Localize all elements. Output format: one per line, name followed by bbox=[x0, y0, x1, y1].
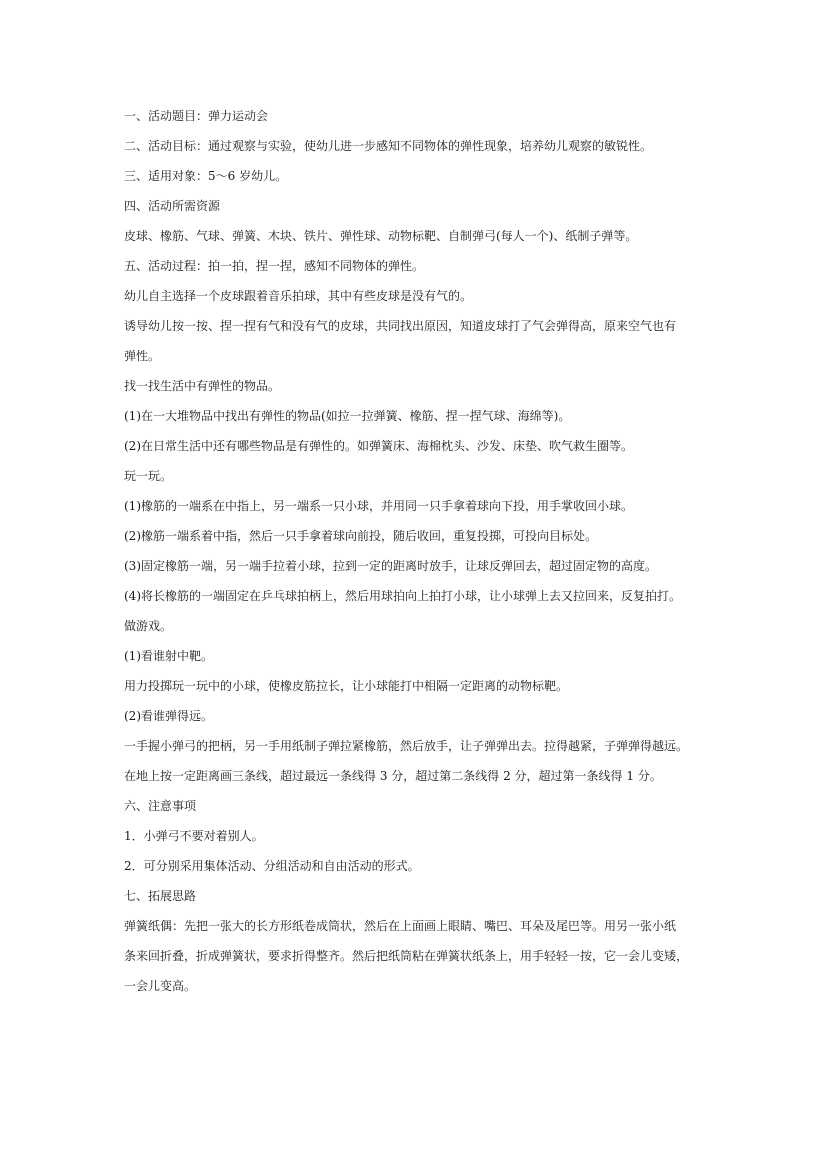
paragraph: 一手握小弹弓的把柄，另一手用纸制子弹拉紧橡筋，然后放手，让子弹弹出去。拉得越紧，子弹弹得越远。 bbox=[124, 739, 689, 753]
list-item: (1)橡筋的一端系在中指上，另一端系一只小球，并用同一只手拿着球向下投，用手掌收回小球。 bbox=[124, 499, 634, 513]
paragraph: 条来回折叠，折成弹簧状，要求折得整齐。然后把纸筒粘在弹簧状纸条上，用手轻轻一按，它一会儿变矮， bbox=[124, 949, 689, 963]
subheading-find: 找一找生活中有弹性的物品。 bbox=[124, 379, 281, 393]
paragraph: 用力投掷玩一玩中的小球，使橡皮筋拉长，让小球能打中相隔一定距离的动物标靶。 bbox=[124, 679, 569, 693]
heading-activity-process: 五、活动过程：拍一拍，捏一捏，感知不同物体的弹性。 bbox=[124, 259, 425, 273]
list-item: 2．可分别采用集体活动、分组活动和自由活动的形式。 bbox=[124, 859, 420, 873]
paragraph-continuation: 一会儿变高。 bbox=[124, 979, 197, 993]
paragraph: 弹簧纸偶：先把一张大的长方形纸卷成筒状，然后在上面画上眼睛、嘴巴、耳朵及尾巴等。用另一张小纸 bbox=[124, 919, 677, 933]
heading-activity-title: 一、活动题目：弹力运动会 bbox=[124, 109, 269, 123]
heading-target-audience: 三、适用对象：5～6 岁幼儿。 bbox=[124, 169, 288, 183]
document-body bbox=[124, 104, 709, 1004]
resources-list: 皮球、橡筋、气球、弹簧、木块、铁片、弹性球、动物标靶、自制弹弓(每人一个)、纸制子弹等。 bbox=[124, 229, 638, 243]
paragraph: 在地上按一定距离画三条线，超过最远一条线得 3 分，超过第二条线得 2 分，超过第一条线得 1 分。 bbox=[124, 769, 662, 783]
paragraph: 诱导幼儿按一按、捏一捏有气和没有气的皮球，共同找出原因，知道皮球打了气会弹得高，原来空气也有 bbox=[124, 319, 677, 333]
list-item: (1)在一大堆物品中找出有弹性的物品(如拉一拉弹簧、橡筋、捏一捏气球、海绵等)。 bbox=[124, 409, 571, 423]
list-item: (2)在日常生活中还有哪些物品是有弹性的。如弹簧床、海棉枕头、沙发、床垫、吹气救生圈等。 bbox=[124, 439, 634, 453]
heading-activity-goal: 二、活动目标：通过观察与实验，使幼儿进一步感知不同物体的弹性现象，培养幼儿观察的敏锐性。 bbox=[124, 139, 653, 153]
list-item: (3)固定橡筋一端，另一端手拉着小球，拉到一定的距离时放手，让球反弹回去，超过固定物的高度。 bbox=[124, 559, 658, 573]
paragraph-continuation: 弹性。 bbox=[124, 349, 161, 363]
heading-extension: 七、拓展思路 bbox=[124, 889, 197, 903]
subheading-game: 做游戏。 bbox=[124, 619, 173, 633]
list-item: 1．小弹弓不要对着别人。 bbox=[124, 829, 264, 843]
list-item: (2)橡筋一端系着中指，然后一只手拿着球向前投，随后收回，重复投掷，可投向目标处。 bbox=[124, 529, 598, 543]
list-item: (1)看谁射中靶。 bbox=[124, 649, 213, 663]
list-item: (2)看谁弹得远。 bbox=[124, 709, 213, 723]
subheading-play: 玩一玩。 bbox=[124, 469, 173, 483]
heading-resources: 四、活动所需资源 bbox=[124, 199, 221, 213]
list-item: (4)将长橡筋的一端固定在乒乓球拍柄上，然后用球拍向上拍打小球，让小球弹上去又拉回来，反复拍打。 bbox=[124, 589, 682, 603]
heading-notes: 六、注意事项 bbox=[124, 799, 197, 813]
paragraph: 幼儿自主选择一个皮球跟着音乐拍球，其中有些皮球是没有气的。 bbox=[124, 289, 473, 303]
